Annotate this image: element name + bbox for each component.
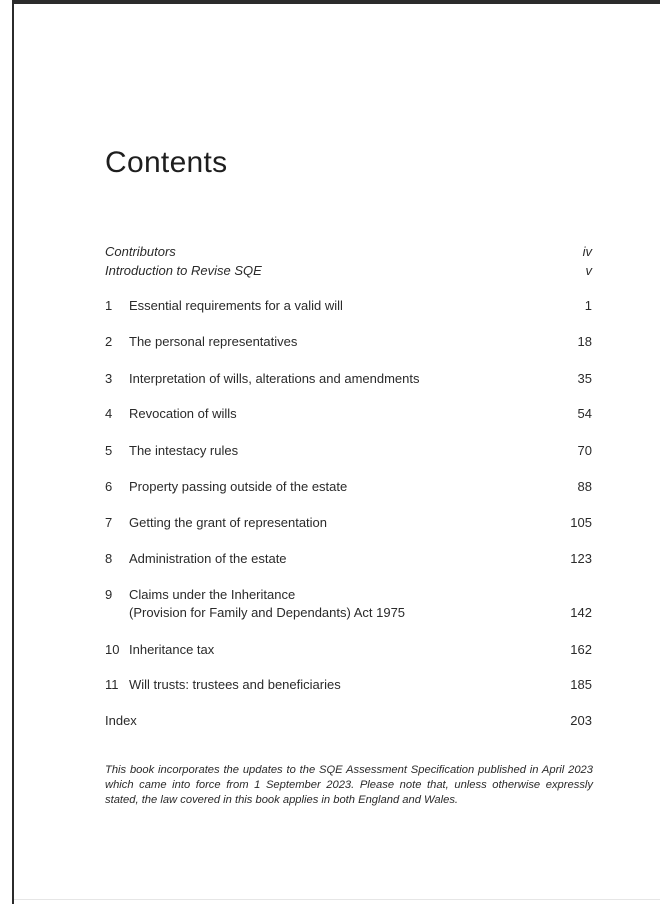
chapter-number: 5 (105, 443, 113, 458)
chapter-page: 70 (577, 443, 592, 458)
chapter-number: 4 (105, 406, 113, 421)
chapter-number: 11 (105, 677, 119, 692)
chapter-page: 105 (570, 515, 592, 530)
chapter-page: 18 (577, 334, 592, 349)
left-border (12, 0, 14, 904)
chapter-title: Inheritance tax (129, 642, 215, 657)
index-page: 203 (570, 713, 592, 728)
chapter-page: 88 (577, 479, 592, 494)
chapter-number: 3 (105, 371, 113, 386)
chapter-number: 10 (105, 642, 120, 657)
chapter-title: Interpretation of wills, alterations and amendments (129, 371, 420, 386)
chapter-page: 142 (570, 605, 592, 620)
chapter-page: 54 (577, 406, 592, 421)
chapter-page: 35 (577, 371, 592, 386)
chapter-number: 1 (105, 298, 113, 313)
chapter-number: 8 (105, 551, 113, 566)
chapter-title: Revocation of wills (129, 406, 237, 421)
chapter-number: 6 (105, 479, 113, 494)
chapter-title-line-1: Claims under the Inheritance (129, 587, 296, 602)
chapter-page: 123 (570, 551, 592, 566)
chapter-title: Administration of the estate (129, 551, 287, 566)
page-title: Contents (105, 146, 228, 179)
chapter-title: Getting the grant of representation (129, 515, 328, 530)
chapter-title-line-2: (Provision for Family and Dependants) Act 1975 (129, 605, 406, 620)
chapter-number: 7 (105, 515, 113, 530)
toc-entry-title: Introduction to Revise SQE (105, 263, 262, 278)
bottom-border (14, 899, 660, 900)
chapter-title: Essential requirements for a valid will (129, 298, 343, 313)
top-border (12, 0, 660, 4)
chapter-page: 1 (584, 298, 592, 313)
toc-chapter-9[interactable] (105, 586, 592, 622)
edition-note: This book incorporates the updates to the SQE Assessment Specification published in April 2023 which came into force from 1 September 2023. Please note that, unless otherwise expressly stated, the law covered in this book applies in both England and Wales. (105, 764, 593, 806)
toc-entry-title: Contributors (105, 244, 176, 259)
chapter-title: The personal representatives (129, 334, 298, 349)
toc-entry-page: iv (582, 244, 592, 259)
chapter-page: 185 (570, 677, 592, 692)
chapter-title: Will trusts: trustees and beneficiaries (129, 677, 341, 692)
chapter-number: 9 (105, 587, 113, 602)
index-title: Index (105, 713, 137, 728)
chapter-page: 162 (570, 642, 592, 657)
chapter-title: Property passing outside of the estate (129, 479, 348, 494)
chapter-number: 2 (105, 334, 113, 349)
chapter-title: The intestacy rules (129, 443, 239, 458)
toc-entry-page: v (585, 263, 592, 278)
